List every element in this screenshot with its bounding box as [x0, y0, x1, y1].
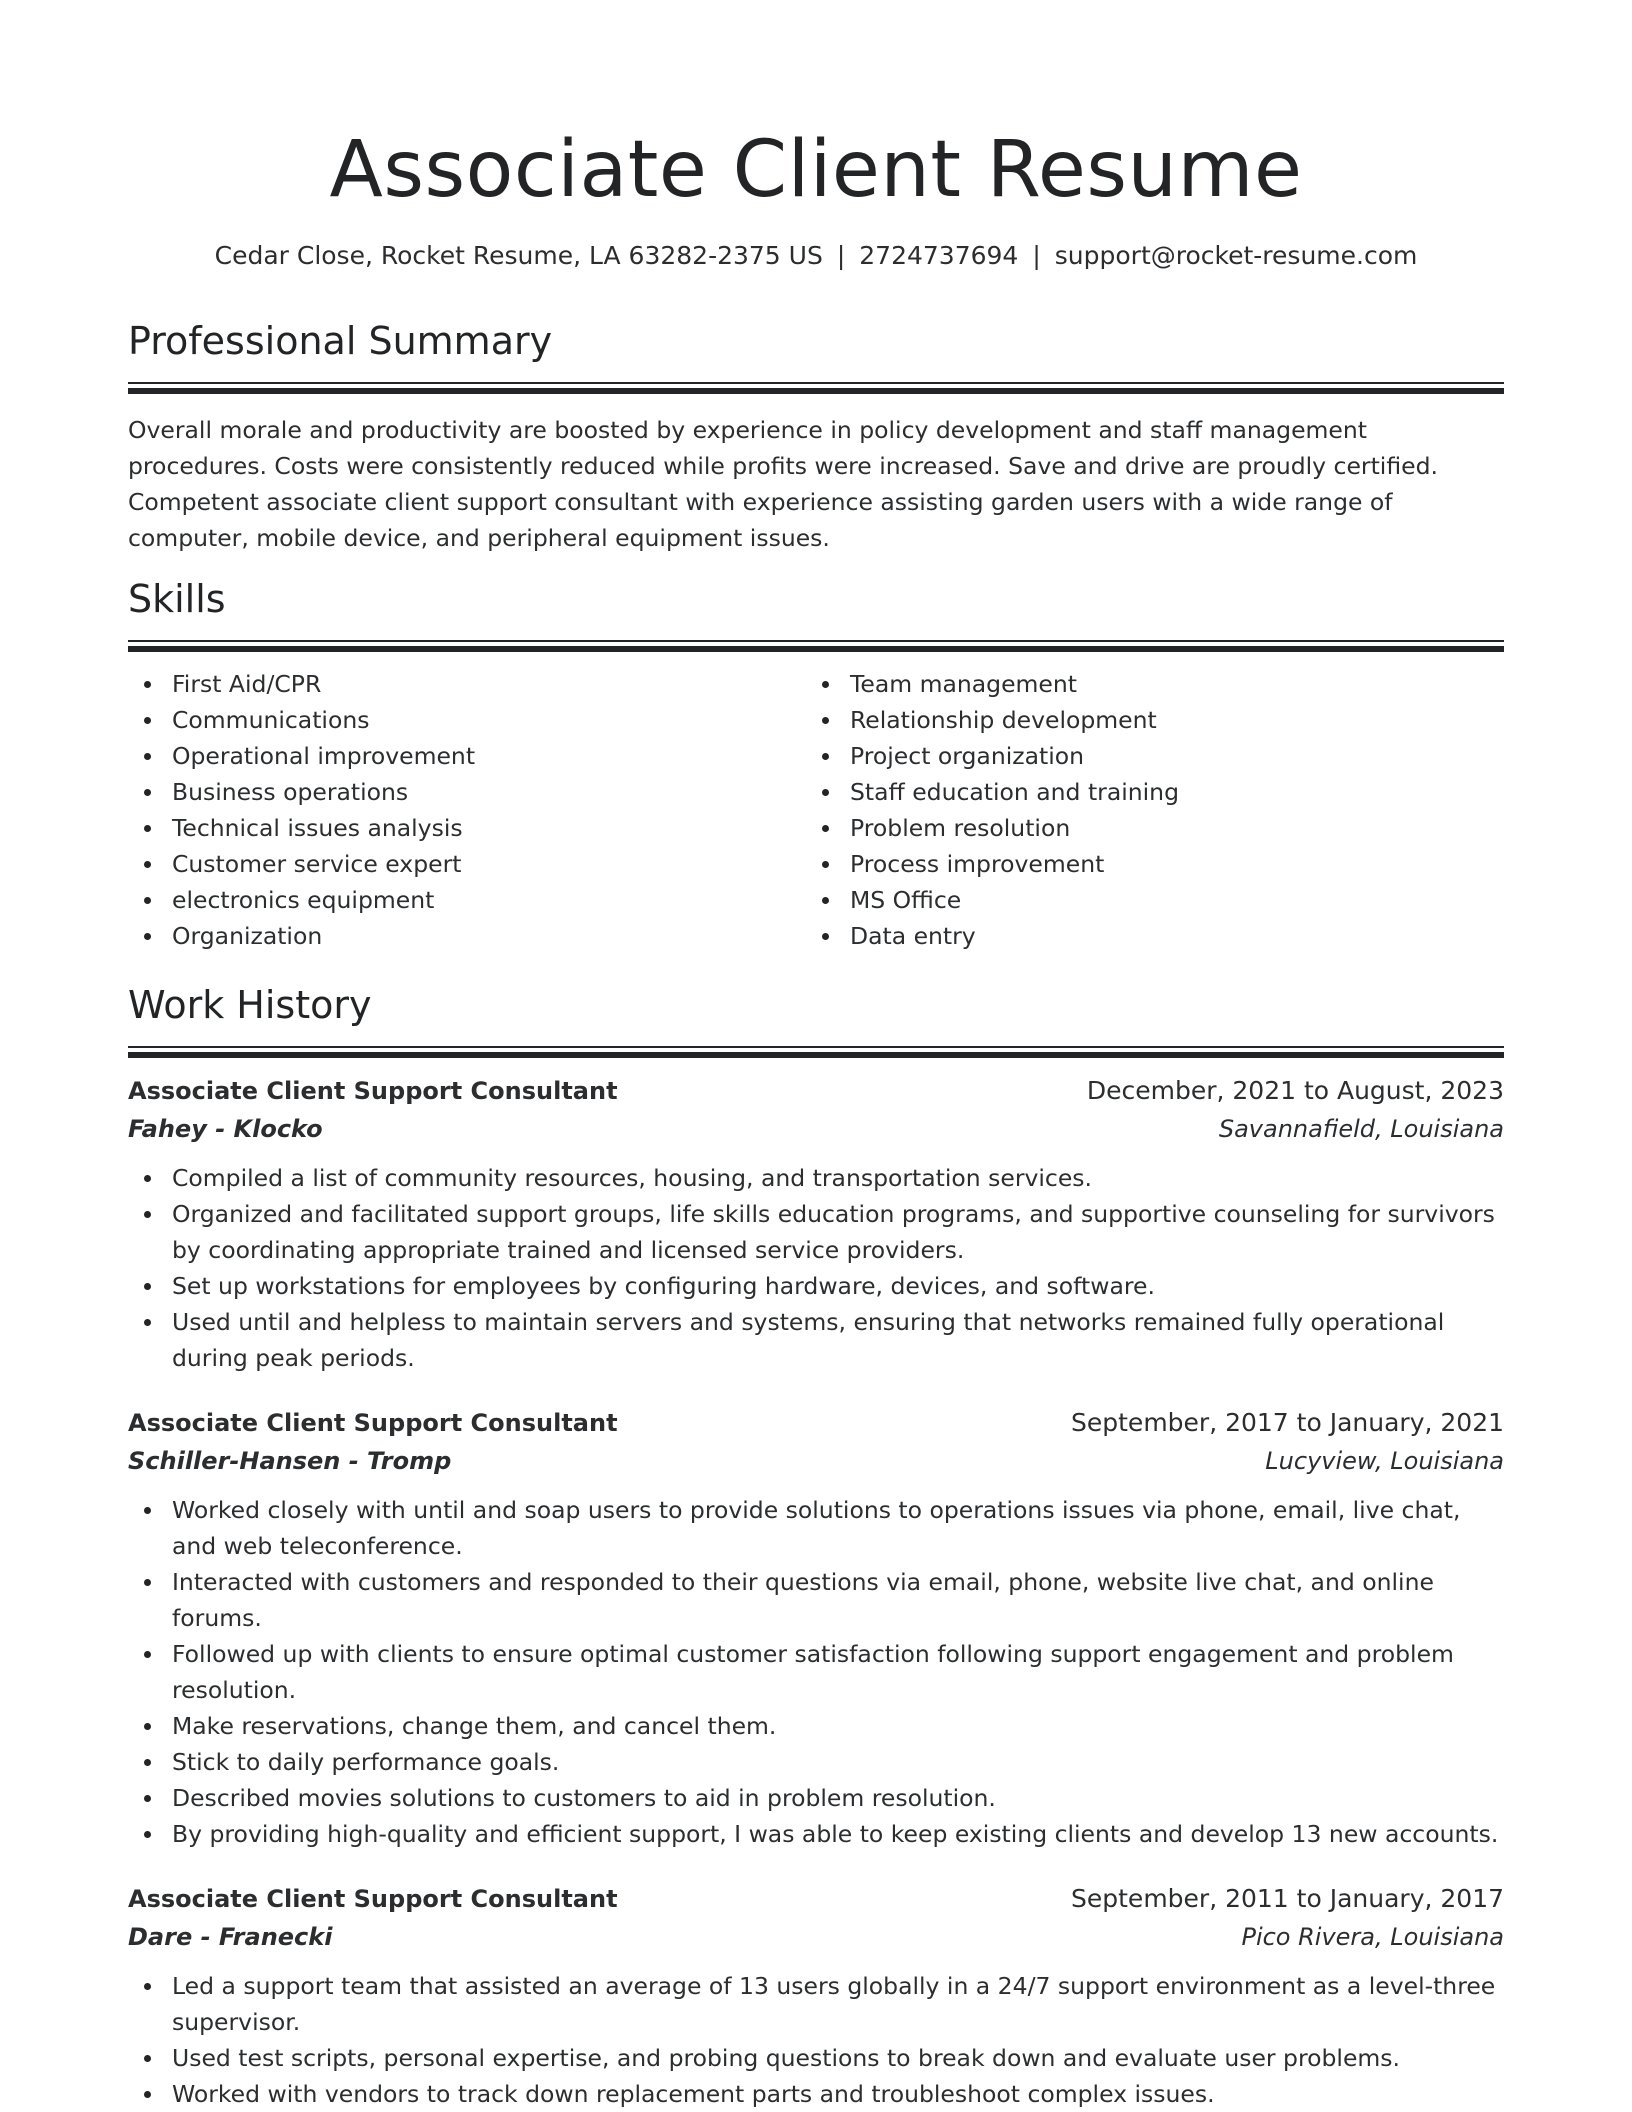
job-bullet: Stick to daily performance goals. [172, 1744, 1504, 1780]
job-bullets [128, 1968, 1504, 2112]
job-entry [128, 1880, 1504, 2112]
skill-item: electronics equipment [172, 882, 806, 918]
skill-item: Relationship development [850, 702, 1484, 738]
skill-item: First Aid/CPR [172, 666, 806, 702]
skill-item: Problem resolution [850, 810, 1484, 846]
job-title: Associate Client Support Consultant [128, 1885, 618, 1913]
job-bullet: Set up workstations for employees by configuring hardware, devices, and software. [172, 1268, 1504, 1304]
job-bullet: Make reservations, change them, and cancel them. [172, 1708, 1504, 1744]
job-bullets [128, 1160, 1504, 1376]
skill-item: MS Office [850, 882, 1484, 918]
skill-item: Technical issues analysis [172, 810, 806, 846]
contact-phone: 2724737694 [859, 241, 1019, 270]
job-header [128, 1072, 1504, 1110]
contact-email: support@rocket-resume.com [1054, 241, 1418, 270]
skill-item: Business operations [172, 774, 806, 810]
contact-separator: | [836, 241, 846, 270]
job-header [128, 1404, 1504, 1442]
skill-item: Operational improvement [172, 738, 806, 774]
skill-item: Project organization [850, 738, 1484, 774]
skill-item: Communications [172, 702, 806, 738]
contact-address: Cedar Close, Rocket Resume, LA 63282-2375 US [214, 241, 823, 270]
job-entry [128, 1404, 1504, 1852]
skill-item: Organization [172, 918, 806, 954]
contact-line [128, 236, 1504, 276]
resume-title: Associate Client Resume [329, 125, 1303, 215]
skills-section [128, 574, 1504, 954]
job-location: Savannafield, Louisiana [1218, 1115, 1504, 1143]
job-bullet: Used until and helpless to maintain servers and systems, ensuring that networks remained fully operational during peak periods. [172, 1304, 1504, 1376]
summary-section [128, 316, 1504, 556]
job-subheader [128, 1918, 1504, 1956]
job-bullet: Organized and facilitated support groups, life skills education programs, and supportive counseling for survivors by coordinating appropriate trained and licensed service providers. [172, 1196, 1504, 1268]
job-location: Lucyview, Louisiana [1265, 1447, 1504, 1475]
work-history-section [128, 980, 1504, 2112]
job-company: Fahey - Klocko [128, 1115, 323, 1143]
skills-list-right [806, 666, 1484, 954]
job-bullet: Followed up with clients to ensure optimal customer satisfaction following support engagement and problem resolution. [172, 1636, 1504, 1708]
work-history-heading: Work History [128, 983, 372, 1027]
skills-list-left [128, 666, 806, 954]
skill-item: Process improvement [850, 846, 1484, 882]
job-bullet: Used test scripts, personal expertise, and probing questions to break down and evaluate user problems. [172, 2040, 1504, 2076]
job-bullet: Worked closely with until and soap users to provide solutions to operations issues via phone, email, live chat, and web teleconference. [172, 1492, 1504, 1564]
job-bullet: Described movies solutions to customers to aid in problem resolution. [172, 1780, 1504, 1816]
skill-item: Staff education and training [850, 774, 1484, 810]
summary-text: Overall morale and productivity are boosted by experience in policy development and staff management procedures. Costs were consistently reduced while profits were increased. Save and drive are proudly certified. Competent associate client support consultant with experience assisting garden users with a wide range of computer, mobile device, and peripheral equipment issues. [128, 416, 1438, 552]
job-company: Dare - Franecki [128, 1923, 333, 1951]
job-bullet: Compiled a list of community resources, housing, and transportation services. [172, 1160, 1504, 1196]
job-header [128, 1880, 1504, 1918]
job-dates: September, 2017 to January, 2021 [1071, 1408, 1504, 1437]
skill-item: Data entry [850, 918, 1484, 954]
contact-separator: | [1032, 241, 1041, 270]
job-bullet: Worked with vendors to track down replacement parts and troubleshoot complex issues. [172, 2076, 1504, 2112]
job-title: Associate Client Support Consultant [128, 1077, 618, 1105]
skill-item: Customer service expert [172, 846, 806, 882]
job-bullets [128, 1492, 1504, 1852]
skills-grid [128, 666, 1504, 954]
job-company: Schiller-Hansen - Tromp [128, 1447, 452, 1475]
job-bullet: By providing high-quality and efficient support, I was able to keep existing clients and develop 13 new accounts. [172, 1816, 1504, 1852]
summary-heading: Professional Summary [128, 319, 553, 363]
job-location: Pico Rivera, Louisiana [1241, 1923, 1504, 1951]
job-bullet: Led a support team that assisted an average of 13 users globally in a 24/7 support environment as a level-three supervisor. [172, 1968, 1504, 2040]
section-divider [128, 382, 1504, 394]
section-divider [128, 640, 1504, 652]
job-dates: December, 2021 to August, 2023 [1086, 1076, 1504, 1105]
skills-heading: Skills [128, 577, 226, 621]
job-entry [128, 1072, 1504, 1376]
job-subheader [128, 1110, 1504, 1148]
job-dates: September, 2011 to January, 2017 [1071, 1884, 1504, 1913]
job-title: Associate Client Support Consultant [128, 1409, 618, 1437]
job-bullet: Interacted with customers and responded to their questions via email, phone, website live chat, and online forums. [172, 1564, 1504, 1636]
job-subheader [128, 1442, 1504, 1480]
skill-item: Team management [850, 666, 1484, 702]
section-divider [128, 1046, 1504, 1058]
